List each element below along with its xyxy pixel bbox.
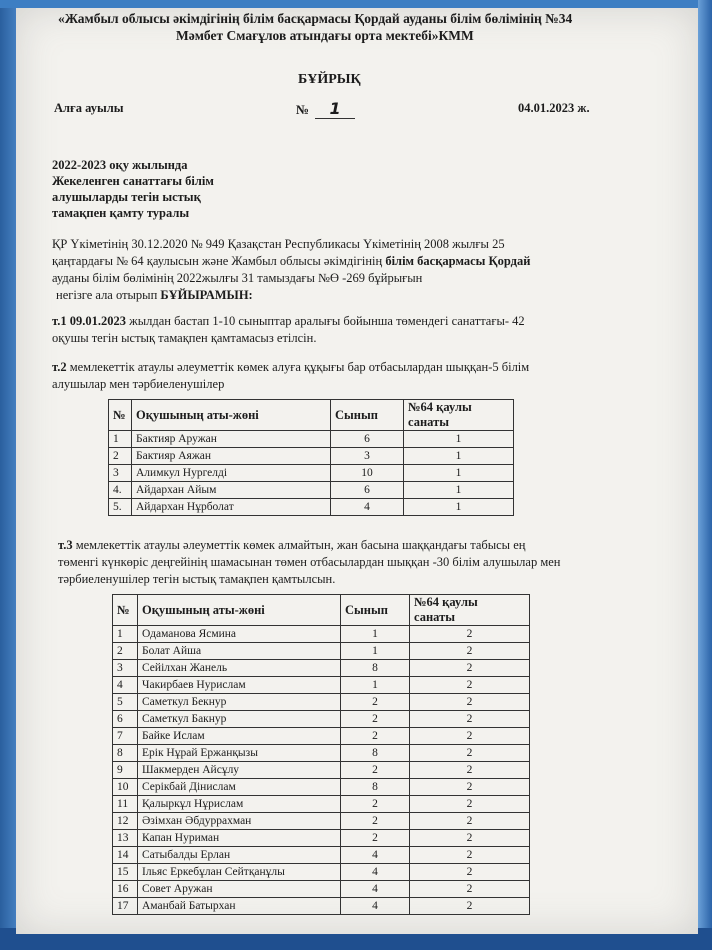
order-place: Алға ауылы [54,101,124,115]
table-cell: 2 [341,762,410,779]
table-row [113,643,530,660]
table-cell: 2 [341,830,410,847]
table-row [113,762,530,779]
table-cell: 2 [109,448,132,465]
document-page [16,8,698,934]
table-cell: 1 [341,626,410,643]
table-cell: 6 [331,431,404,448]
table-cell: 2 [410,626,530,643]
col-name-header: Оқушының аты-жөні [138,595,341,626]
table-cell: 2 [410,779,530,796]
table-cell: 4. [109,482,132,499]
table-cell: 7 [113,728,138,745]
point-3-line-3: тәрбиеленушілер тегін ыстық тамақпен қамтылсын. [58,572,336,586]
students-table-category-1 [108,399,514,516]
table-row [109,448,514,465]
table-cell: Одаманова Ясмина [138,626,341,643]
table-cell: 2 [410,711,530,728]
table-cell: 2 [410,694,530,711]
table-cell: Аманбай Батырхан [138,898,341,915]
header-line-1: «Жамбыл облысы әкімдігінің білім басқармасы Қордай ауданы білім бөлімінің №34 [58,11,573,26]
table-cell: 2 [410,643,530,660]
table-cell: Қалыркұл Нұрислам [138,796,341,813]
table-row [109,465,514,482]
table-cell: 2 [410,881,530,898]
point-1-line-2: оқушы тегін ыстық тамақпен қамтамасыз етілсін. [52,331,317,345]
table-row [113,898,530,915]
table-cell: 2 [410,762,530,779]
table-cell: 8 [341,745,410,762]
table-cell: 2 [410,813,530,830]
table-cell: 4 [341,898,410,915]
table-cell: 2 [410,830,530,847]
table-cell: 10 [113,779,138,796]
table-row [113,694,530,711]
order-number-value: 1 [315,99,355,119]
table-cell: 2 [341,813,410,830]
table-cell: Капан Нуриман [138,830,341,847]
table-cell: Совет Аружан [138,881,341,898]
table-cell: 1 [404,499,514,516]
table-cell: Чакирбаев Нурислам [138,677,341,694]
table-cell: 5 [113,694,138,711]
table-cell: 15 [113,864,138,881]
table-cell: 8 [341,779,410,796]
table-row [109,482,514,499]
table-cell: Ільяс Еркебұлан Сейтқанұлы [138,864,341,881]
col-category-header: №64 қаулы санаты [410,595,530,626]
table-cell: Болат Айша [138,643,341,660]
table-cell: Саметкул Бакнур [138,711,341,728]
point-3-line-2: төменгі күнкөріс деңгейінің шамасынан төмен отбасылардан шыққан -30 білім алушылар мен [58,555,561,569]
table-cell: 2 [341,728,410,745]
col-number-header: № [109,400,132,431]
basis-line-1: ҚР Үкіметінің 30.12.2020 № 949 Қазақстан Республикасы Үкіметінің 2008 жылғы 25 [52,237,505,251]
order-date: 04.01.2023 ж. [518,101,590,115]
table-cell: 4 [341,847,410,864]
col-category-header: №64 қаулы санаты [404,400,514,431]
table-cell: 4 [341,881,410,898]
basis-line-3: ауданы білім бөлімінің 2022жылғы 31 тамыздағы №Ө -269 бұйрығын [52,271,423,285]
table-row [113,779,530,796]
table-cell: Әзімхан Әбдуррахман [138,813,341,830]
point-2-line-1: т.2 мемлекеттік атаулы әлеуметтік көмек алуға құқығы бар отбасылардан шыққан-5 білім [52,360,530,374]
table-row [109,431,514,448]
table-cell: Саметкул Бекнур [138,694,341,711]
header-line-2: Мәмбет Смағұлов атындағы орта мектебі»КММ [176,28,474,43]
point-1-line-1: т.1 09.01.2023 жылдан бастап 1-10 сыныптар аралығы бойынша төмендегі санаттағы- 42 [52,314,525,328]
order-number-label: № [296,102,310,117]
table-cell: 2 [341,694,410,711]
table-row [113,881,530,898]
table-cell: 1 [109,431,132,448]
order-title: БҰЙРЫҚ [298,72,361,87]
table-cell: Айдархан Нұрболат [132,499,331,516]
table-cell: 3 [331,448,404,465]
table-cell: 2 [341,711,410,728]
table-row [113,660,530,677]
table-row [113,796,530,813]
table-cell: 2 [410,796,530,813]
table-cell: 16 [113,881,138,898]
table-cell: 1 [404,431,514,448]
table-cell: 8 [113,745,138,762]
table-cell: 2 [113,643,138,660]
table-row [113,864,530,881]
table-cell: 2 [410,728,530,745]
table-cell: 4 [331,499,404,516]
table-row [113,830,530,847]
table-cell: 4 [341,864,410,881]
table-cell: 2 [410,677,530,694]
table-cell: 2 [410,864,530,881]
col-number-header: № [113,595,138,626]
table-cell: 1 [341,677,410,694]
basis-line-4: негізге ала отырып БҰЙЫРАМЫН: [56,288,253,302]
table-cell: 14 [113,847,138,864]
table-row [113,745,530,762]
table-cell: 1 [404,482,514,499]
table-cell: Бактияр Аяжан [132,448,331,465]
table-cell: Алимкул Нургелді [132,465,331,482]
table-row [113,847,530,864]
table-header-row [109,400,514,431]
table-cell: 5. [109,499,132,516]
table-cell: Серікбай Дінислам [138,779,341,796]
table-cell: 17 [113,898,138,915]
table-cell: 2 [410,745,530,762]
subject-line-4: тамақпен қамту туралы [52,206,190,220]
table-cell: 12 [113,813,138,830]
order-number [296,99,355,119]
subject-line-1: 2022-2023 оқу жылында [52,158,188,172]
table-header-row [113,595,530,626]
table-cell: 4 [113,677,138,694]
table-cell: 1 [404,465,514,482]
table-row [113,711,530,728]
students-table-category-2 [112,594,530,915]
table-cell: 1 [341,643,410,660]
col-grade-header: Сынып [331,400,404,431]
table-cell: Сатыбалды Ерлан [138,847,341,864]
point-3-line-1: т.3 мемлекеттік атаулы әлеуметтік көмек алмайтын, жан басына шаққандағы табысы ең [58,538,526,552]
col-grade-header: Сынып [341,595,410,626]
table-cell: Бактияр Аружан [132,431,331,448]
table-cell: 6 [113,711,138,728]
table-cell: 9 [113,762,138,779]
table-cell: 3 [109,465,132,482]
table-cell: 1 [404,448,514,465]
table-cell: 13 [113,830,138,847]
table-cell: 1 [113,626,138,643]
table-cell: 8 [341,660,410,677]
table-cell: Сейілхан Жанель [138,660,341,677]
table-row [113,813,530,830]
table-cell: 11 [113,796,138,813]
table-cell: 6 [331,482,404,499]
table-row [113,728,530,745]
binder-top-edge [0,0,712,8]
table-cell: 3 [113,660,138,677]
col-name-header: Оқушының аты-жөні [132,400,331,431]
table-cell: 2 [410,898,530,915]
binder-right-edge [698,0,712,950]
table-row [113,677,530,694]
table-cell: Ерік Нұрай Ержанқызы [138,745,341,762]
table-cell: Шакмерден Айсұлу [138,762,341,779]
table-cell: 2 [410,660,530,677]
point-2-line-2: алушылар мен тәрбиеленушілер [52,377,225,391]
table-row [109,499,514,516]
table-cell: Байке Ислам [138,728,341,745]
table-row [113,626,530,643]
table-cell: 10 [331,465,404,482]
subject-line-2: Жекеленген санаттағы білім [52,174,214,188]
basis-line-2: қаңтардағы № 64 қаулысын және Жамбыл облысы әкімдігінің білім басқармасы Қордай [52,254,531,268]
table-cell: Айдархан Айым [132,482,331,499]
table-cell: 2 [341,796,410,813]
table-cell: 2 [410,847,530,864]
subject-line-3: алушыларды тегін ыстық [52,190,201,204]
